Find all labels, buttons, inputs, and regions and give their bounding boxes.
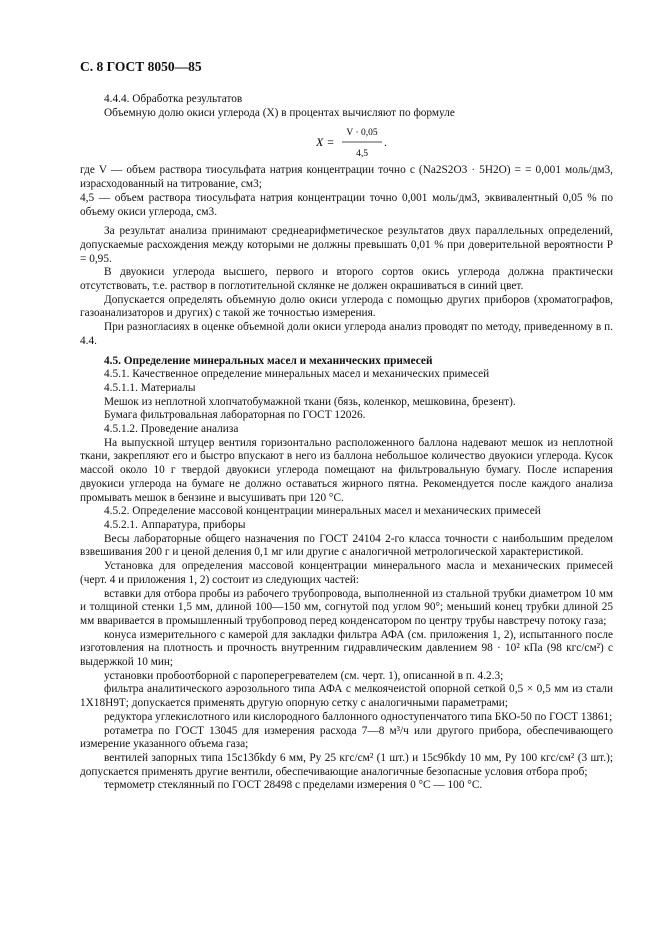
part-insert: вставки для отбора пробы из рабочего трубопровода, выполненной из стальной трубки диаметром 10 мм и толщиной стенки 1,5 мм, длиной 100—150 мм, согнутой под углом 90°; меньший конец трубки длиной 25 мм вваривается в промышленный трубопровод перед конденсатором по центру трубы навстречу потоку газа; (80, 587, 613, 627)
part-thermometer: термометр стеклянный по ГОСТ 28498 с пределами измерения 0 °С — 100 °С. (104, 779, 483, 792)
part-rotameter: ротаметра по ГОСТ 13045 для измерения расхода 7—8 м³/ч или другого прибора, обеспечивающего измерение указанного объема газа; (80, 724, 613, 751)
dioxide-paragraph: В двуокиси углерода высшего, первого и второго сортов окись углерода должна практически отсутствовать, т.е. раствор в поглотительной склянке не должен окрашиваться в синий цвет. (80, 266, 613, 293)
where-4-5: 4,5 — объем раствора тиосульфата натрия концентрации точно 0,001 моль/дм3, эквивалентный 0,05 % по объему окиси углерода, см3. (80, 191, 613, 218)
formula-numerator: V · 0,05 (346, 128, 378, 139)
setup-paragraph: Установка для определения массовой концентрации минерального масла и механических примесей (черт. 4 и приложения 1, 2) состоит из следующих частей: (80, 560, 613, 586)
where-v: где V — объем раствора тиосульфата натрия концентрации точно c (Na2S2O3 · 5H2O) = = 0,001 моль/дм3, израсходованный на титрование, см3; (80, 164, 613, 191)
allowed-paragraph: Допускается определять объемную долю окиси углерода с помощью других приборов (хроматографов, газоанализаторов и других) с такой же точностью измерения. (80, 293, 613, 320)
formula-denominator: 4,5 (356, 149, 368, 160)
formula (80, 120, 613, 164)
part-valves: вентилей запорных типа 15с13бkdу 6 мм, Pу 25 кгс/см² (1 шт.) и 15с9бkdу 10 мм, Pу 100 кгс/см² (3 шт.); допускается применять другие вентили, обеспечивающие аналогичные безопасные условия отбора проб; (80, 751, 613, 778)
part-reducer: редуктора углекислотного или кислородного баллонного одноступенчатого типа БКО-50 по ГОСТ 13861; (104, 710, 613, 723)
result-paragraph: За результат анализа принимают среднеарифметическое результатов двух параллельных определений, допускаемые расхождения между которыми не должны превышать 0,01 % при доверительной вероятности P = 0,95. (80, 225, 613, 265)
part-filter: фильтра аналитического аэрозольного типа АФА с мелкоячеистой опорной сеткой 0,5 × 0,5 мм из стали 1Х18Н9Т; допускается применять другую опорную сетку с аналогичными параметрами; (80, 683, 613, 710)
section-4-5-1-2: 4.5.1.2. Проведение анализа (104, 423, 239, 436)
page-header: С. 8 ГОСТ 8050—85 (80, 59, 202, 74)
material-bag: Мешок из неплотной хлопчатобумажной ткани (бязь, коленкор, мешковина, брезент). (104, 395, 516, 408)
section-4-5-2: 4.5.2. Определение массовой концентрации минеральных масел и механических примесей (104, 505, 541, 518)
section-4-5-title: 4.5. Определение минеральных масел и механических примесей (104, 354, 433, 367)
formula-tail: . (384, 135, 387, 150)
part-sampler: установки пробоотборной с пароперегревателем (см. черт. 1), описанной в п. 4.2.3; (104, 669, 504, 682)
section-4-5-2-1: 4.5.2.1. Аппаратура, приборы (104, 518, 246, 531)
disagreement-paragraph: При разногласиях в оценке объемной доли окиси углерода анализ проводят по методу, приведенному в п. 4.4. (80, 321, 613, 347)
analysis-paragraph: На выпускной штуцер вентиля горизонтально расположенного баллона надевают мешок из неплотной ткани, закрепляют его и быстро впускают в него из баллона небольшое количество двуокиси углерода. Кусок массой около 10 г твердой двуокиси углерода помещают на фильтровальную бумагу. После испарения двуокиси углерода на бумаге не должно оставаться жирного пятна. Рекомендуется после каждого анализа промывать мешок в бензине и высушивать при 120 °С. (80, 436, 613, 504)
formula-lhs: X = (316, 135, 335, 150)
formula-intro: Объемную долю окиси углерода (X) в процентах вычисляют по формуле (104, 106, 455, 119)
material-paper: Бумага фильтровальная лабораторная по ГОСТ 12026. (104, 409, 366, 422)
scales-paragraph: Весы лабораторные общего назначения по ГОСТ 24104 2-го класса точности с наибольшим пределом взвешивания 200 г и ценой деления 0,1 мг или другие с аналогичной метрологической характеристикой. (80, 532, 613, 559)
section-4-5-1: 4.5.1. Качественное определение минеральных масел и механических примесей (104, 368, 490, 381)
section-4-5-1-1: 4.5.1.1. Материалы (104, 381, 196, 394)
page-content (80, 93, 613, 793)
section-4-4-4-title: 4.4.4. Обработка результатов (104, 93, 243, 105)
part-cone: конуса измерительного с камерой для закладки фильтра АФА (см. приложения 1, 2), испытанного после изготовления на плотность и прочность внутренним гидравлическим давлением 98 · 10² кПа (98 кгс/см²) с выдержкой 10 мин; (80, 628, 613, 669)
